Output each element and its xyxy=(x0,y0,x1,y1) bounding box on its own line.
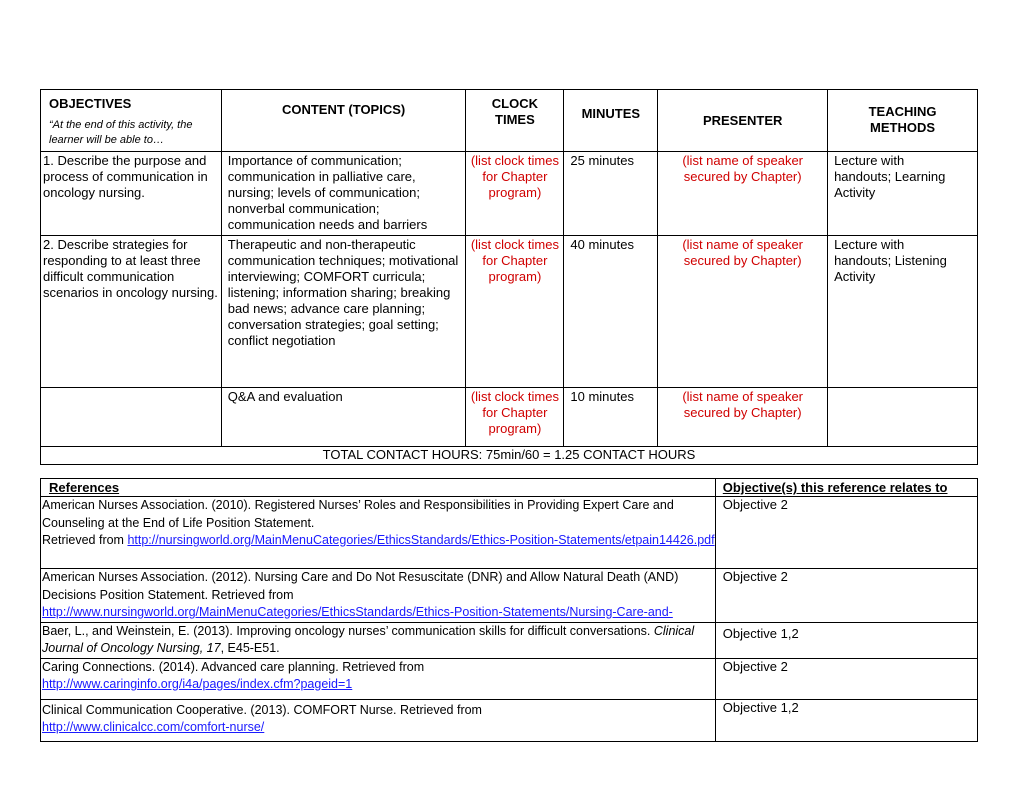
reference-cell xyxy=(41,658,716,699)
total-row xyxy=(41,447,978,465)
presenter-header: PRESENTER xyxy=(658,90,828,152)
objective-cell: 1. Describe the purpose and process of communication in oncology nursing. xyxy=(41,152,222,236)
reference-cell xyxy=(41,497,716,569)
reference-cell xyxy=(41,699,716,741)
reference-row xyxy=(41,497,978,569)
reference-cell xyxy=(41,622,716,658)
reference-cell xyxy=(41,569,716,623)
total-contact-hours: TOTAL CONTACT HOURS: 75min/60 = 1.25 CONTACT HOURS xyxy=(41,447,978,465)
header-row xyxy=(41,90,978,152)
presenter-cell: (list name of speaker secured by Chapter) xyxy=(658,388,828,447)
objective-cell: 2. Describe strategies for responding to at least three difficult communication scenarios in oncology nursing. xyxy=(41,236,222,388)
objective-cell xyxy=(41,388,222,447)
content-cell: Importance of communication; communication in palliative care, nursing; levels of communication; nonverbal communication; communication needs and barriers xyxy=(221,152,466,236)
reference-row xyxy=(41,699,978,741)
presenter-cell: (list name of speaker secured by Chapter) xyxy=(658,152,828,236)
teaching-method-cell: Lecture with handouts; Learning Activity xyxy=(828,152,978,236)
objectives-header-label: OBJECTIVES xyxy=(49,96,132,111)
reference-text: American Nurses Association. (2010). Registered Nurses’ Roles and Responsibilities in Providing Expert Care and Counseling at the End of Life Position Statement. xyxy=(42,498,674,530)
content-cell: Q&A and evaluation xyxy=(221,388,466,447)
content-cell: Therapeutic and non-therapeutic communication techniques; motivational interviewing; COMFORT curricula; listening; information sharing; breaking bad news; advance care planning; conversation strategies; goal setting; conflict negotiation xyxy=(221,236,466,388)
objective-relates-header: Objective(s) this reference relates to xyxy=(715,479,977,497)
minutes-cell: 25 minutes xyxy=(564,152,658,236)
content-header: CONTENT (TOPICS) xyxy=(221,90,466,152)
presenter-cell: (list name of speaker secured by Chapter) xyxy=(658,236,828,388)
reference-objective: Objective 1,2 xyxy=(715,699,977,741)
references-header-row xyxy=(41,479,978,497)
table-row xyxy=(41,236,978,388)
clock-times-cell: (list clock times for Chapter program) xyxy=(466,388,564,447)
objectives-header xyxy=(41,90,222,152)
reference-objective: Objective 2 xyxy=(715,497,977,569)
reference-text: American Nurses Association. (2012). Nursing Care and Do Not Resuscitate (DNR) and Allow Natural Death (AND) Decisions Position Statement. Retrieved from xyxy=(42,570,679,602)
reference-link[interactable]: http://nursingworld.org/MainMenuCategories/EthicsStandards/Ethics-Position-Statements/etpain14426.pdf xyxy=(127,533,715,547)
reference-text: Baer, L., and Weinstein, E. (2013). Improving oncology nurses’ communication skills for difficult conversations. xyxy=(42,623,654,638)
teaching-method-cell: Lecture with handouts; Listening Activity xyxy=(828,236,978,388)
reference-objective: Objective 1,2 xyxy=(715,622,977,658)
objectives-table xyxy=(40,89,978,465)
reference-text: Clinical Communication Cooperative. (2013). COMFORT Nurse. Retrieved from xyxy=(42,702,482,717)
teaching-method-cell xyxy=(828,388,978,447)
reference-text: Caring Connections. (2014). Advanced care planning. Retrieved from xyxy=(42,659,425,674)
minutes-header: MINUTES xyxy=(564,90,658,152)
reference-row xyxy=(41,622,978,658)
reference-row xyxy=(41,569,978,623)
clock-times-cell: (list clock times for Chapter program) xyxy=(466,152,564,236)
reference-link[interactable]: http://www.clinicalcc.com/comfort-nurse/ xyxy=(42,720,265,734)
reference-objective: Objective 2 xyxy=(715,569,977,623)
references-header: References xyxy=(41,479,716,497)
teaching-methods-header: TEACHING METHODS xyxy=(828,90,978,152)
retrieved-label: Retrieved from xyxy=(42,533,128,547)
reference-objective: Objective 2 xyxy=(715,658,977,699)
reference-row xyxy=(41,658,978,699)
table-row xyxy=(41,388,978,447)
clock-times-cell: (list clock times for Chapter program) xyxy=(466,236,564,388)
references-table xyxy=(40,478,978,742)
clock-times-header: CLOCK TIMES xyxy=(466,90,564,152)
journal-title: Clinical Journal of Oncology Nursing, 17 xyxy=(42,623,695,655)
reference-link[interactable]: http://www.caringinfo.org/i4a/pages/index.cfm?pageid=1 xyxy=(42,677,353,691)
minutes-cell: 10 minutes xyxy=(564,388,658,447)
reference-text-end: , E45-E51. xyxy=(220,641,280,655)
minutes-cell: 40 minutes xyxy=(564,236,658,388)
table-row xyxy=(41,152,978,236)
reference-link[interactable]: http://www.nursingworld.org/MainMenuCategories/EthicsStandards/Ethics-Position-Statements/Nursing-Care-and- xyxy=(42,605,673,619)
objectives-header-sub: “At the end of this activity, the learner will be able to… xyxy=(49,119,193,146)
